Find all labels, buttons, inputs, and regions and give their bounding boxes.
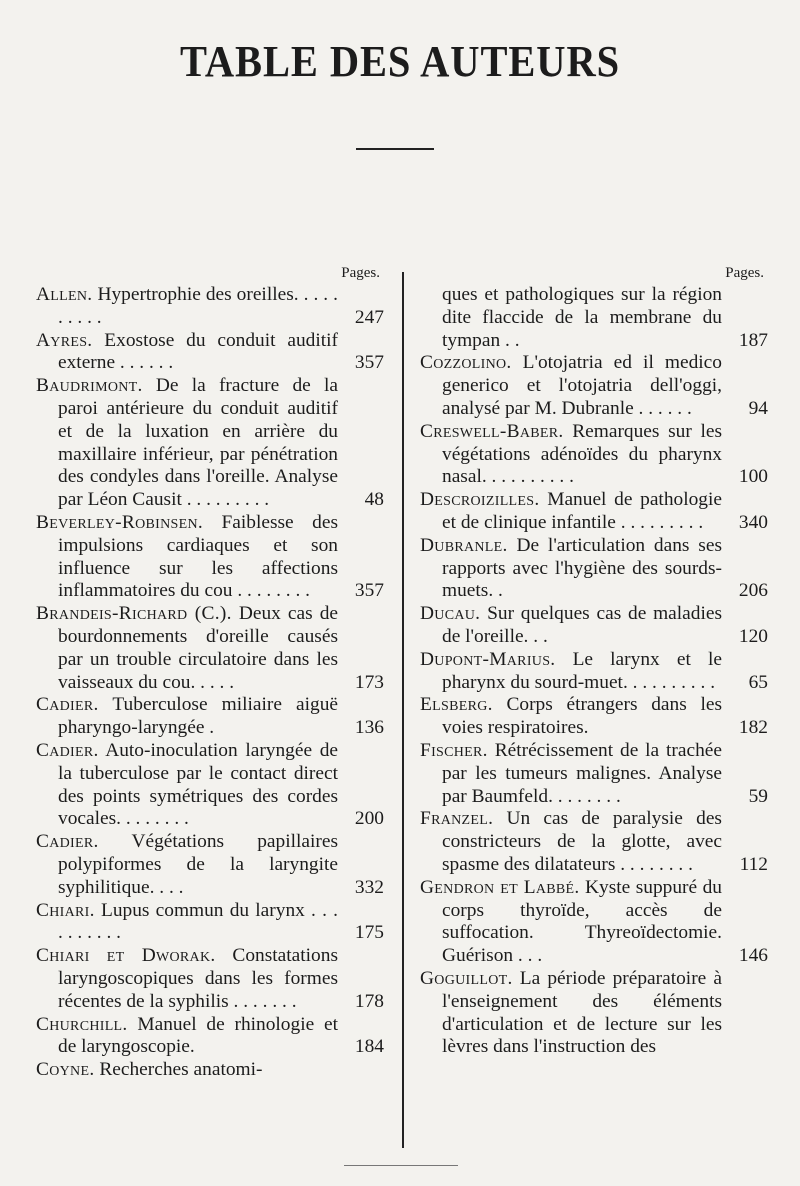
page-number: 100	[738, 466, 768, 488]
page-number: 146	[738, 945, 768, 967]
page-title: TABLE DES AUTEURS	[179, 37, 621, 86]
entry-text-block	[36, 900, 384, 946]
entry-title: Recherches anatomi-	[99, 1059, 263, 1081]
entry-text-block	[36, 694, 384, 740]
entry-title: Manuel de pathologie et de clinique infantile . . . . . . . . .	[442, 489, 722, 533]
entry-text-block	[36, 375, 384, 512]
page-number: 357	[354, 352, 384, 374]
page-number: 184	[354, 1036, 384, 1058]
author-name: Baudrimont.	[36, 375, 143, 397]
entry-title: Manuel de rhinologie et de laryngoscopie.	[58, 1013, 338, 1058]
author-name: Chiari et Dworak.	[36, 945, 216, 967]
entry-title: Faiblesse des impulsions cardiaques et son influence sur les affections inflammatoires du cou . . . . . . . .	[58, 511, 338, 602]
index-entry	[420, 421, 768, 489]
author-name: Cozzolino.	[420, 352, 512, 374]
author-name: Elsberg.	[420, 694, 493, 716]
index-entry	[36, 512, 384, 603]
index-entry	[420, 352, 768, 420]
entry-text-block	[420, 352, 768, 420]
pages-header-right: Pages.	[725, 265, 764, 281]
author-name: Dubranle.	[420, 534, 508, 556]
index-entry	[420, 649, 768, 695]
right-column	[420, 262, 768, 1059]
page-number: 94	[748, 397, 768, 419]
author-name: Fischer.	[420, 739, 488, 761]
entry-text-block	[36, 1014, 384, 1060]
entry-text-block	[420, 740, 768, 808]
author-name: Chiari.	[36, 899, 95, 921]
author-name: Churchill.	[36, 1013, 128, 1035]
entry-text-block	[420, 649, 768, 695]
entry-text-block	[36, 512, 384, 603]
page-number: 187	[738, 329, 768, 351]
index-entry	[36, 330, 384, 376]
author-name: Brandeis-Richard (C.).	[36, 603, 232, 625]
page-number: 200	[354, 808, 384, 830]
page-number: 120	[738, 625, 768, 647]
entry-title: Constatations laryngoscopiques dans les formes récentes de la syphilis . . . . . . .	[58, 945, 338, 1012]
bottom-rule	[344, 1165, 458, 1166]
page-number: 247	[354, 306, 384, 328]
page-number: 340	[738, 511, 768, 533]
entry-title: Le larynx et le pharynx du sourd-muet. . . . . . . . . .	[442, 648, 722, 693]
index-entry	[36, 1059, 384, 1082]
author-name: Beverley-Robinsen.	[36, 511, 204, 533]
index-entry	[36, 831, 384, 899]
entry-title: Corps étrangers dans les voies respiratoires.	[442, 694, 722, 739]
author-name: Cadier.	[36, 739, 99, 761]
index-entry	[36, 284, 384, 330]
page-number: 112	[739, 853, 768, 875]
entry-title: Tuberculose miliaire aiguë pharyngo-laryngée .	[58, 694, 338, 739]
page-number: 332	[354, 876, 384, 898]
author-name: Goguillot.	[420, 967, 513, 989]
entry-title: Sur quelques cas de maladies de l'oreille. . .	[442, 603, 722, 647]
entry-text-block	[36, 945, 384, 1013]
page-number: 48	[364, 489, 384, 511]
index-entry	[36, 375, 384, 512]
entry-title: Hypertrophie des oreilles. . . . . . . . . .	[58, 284, 338, 328]
entry-text-block	[420, 877, 768, 968]
entry-text-block	[420, 421, 768, 489]
page-number: 65	[748, 671, 768, 693]
page-number: 136	[354, 717, 384, 739]
author-name: Allen.	[36, 284, 93, 305]
index-entry	[420, 284, 768, 352]
entry-title: L'otojatria ed il medico generico et l'otojatria dell'oggi, analysé par M. Dubranle . . . . . .	[442, 352, 722, 419]
index-entry	[36, 694, 384, 740]
index-entry	[420, 877, 768, 968]
entry-text-block	[420, 694, 768, 740]
entry-title: Végétations papillaires polypiformes de la laryngite syphilitique. . . .	[58, 831, 339, 898]
entry-text-block	[36, 831, 384, 899]
entry-title: Un cas de paralysie des constricteurs de la glotte, avec spasme des dilatateurs . . . . . . . .	[442, 808, 722, 875]
page-number: 357	[354, 580, 384, 602]
author-name: Cadier.	[36, 831, 99, 853]
author-name: Creswell-Baber.	[420, 420, 564, 442]
index-entry	[420, 489, 768, 535]
author-name: Gendron et Labbé.	[420, 876, 580, 898]
entry-text-block	[36, 740, 384, 831]
entry-text-block	[420, 968, 768, 1059]
entry-title: De l'articulation dans ses rapports avec l'hygiène des sourds-muets. .	[442, 534, 722, 602]
title-rule	[356, 148, 434, 150]
entry-text-block	[420, 808, 768, 876]
index-entry	[420, 968, 768, 1059]
entry-text-block	[420, 603, 768, 649]
entry-title: Remarques sur les végétations adénoïdes du pharynx nasal. . . . . . . . . .	[442, 420, 722, 488]
entry-text-block	[36, 603, 384, 694]
page-number: 178	[354, 990, 384, 1012]
index-entry	[420, 535, 768, 603]
pages-header-left: Pages.	[341, 265, 380, 281]
author-name: Coyne.	[36, 1059, 95, 1081]
index-entry	[36, 900, 384, 946]
entry-text-block	[420, 489, 768, 535]
left-column	[36, 262, 384, 1082]
author-name: Cadier.	[36, 694, 99, 716]
entry-title: Rétrécissement de la trachée par les tumeurs malignes. Analyse par Baumfeld. . . . . . . .	[442, 739, 722, 807]
author-name: Franzel.	[420, 808, 494, 830]
entry-title: La période préparatoire à l'enseignement des éléments d'articulation et de lecture sur les lèvres dans l'instruction des	[442, 967, 722, 1058]
entry-text-block	[420, 284, 768, 352]
index-entry	[420, 740, 768, 808]
author-name: Ayres.	[36, 329, 93, 351]
entry-title: Deux cas de bourdonnements d'oreille causés par un trouble circulatoire dans les vaisseaux du cou. . . . .	[58, 603, 338, 693]
author-name: Descroizilles.	[420, 489, 540, 511]
index-entry	[36, 740, 384, 831]
author-name: Dupont-Marius.	[420, 648, 556, 670]
page-number: 175	[354, 922, 384, 944]
entry-title: ques et pathologiques sur la région dite flaccide de la membrane du tympan . .	[442, 284, 722, 351]
column-separator	[402, 272, 404, 1148]
index-entry	[36, 945, 384, 1013]
index-entry	[420, 808, 768, 876]
author-name: Ducau.	[420, 603, 481, 625]
entry-text-block	[420, 535, 768, 603]
entry-title: Kyste suppuré du corps thyroïde, accès de suffocation. Thyreoïdectomie. Guérison . . .	[442, 876, 722, 967]
entry-text-block	[36, 330, 384, 376]
entry-title: De la fracture de la paroi antérieure du conduit auditif et de la luxation en arrière du maxillaire inférieur, par pénétration des condyles dans l'oreille. Analyse par Léon Causit . . . . . . . . .	[58, 375, 338, 511]
entry-text-block	[36, 284, 384, 330]
entry-title: Lupus commun du larynx . . . . . . . . . .	[58, 899, 338, 944]
entry-title: Exostose du conduit auditif externe . . . . . .	[58, 329, 338, 374]
page-number: 182	[738, 717, 768, 739]
index-entry	[36, 1014, 384, 1060]
index-entry	[420, 694, 768, 740]
page-number: 59	[748, 785, 768, 807]
index-entry	[36, 603, 384, 694]
entry-text-block	[36, 1059, 384, 1082]
entry-title: Auto-inoculation laryngée de la tuberculose par le contact direct des points symétriques des cordes vocales. . . . . . . .	[58, 739, 338, 830]
page-number: 173	[354, 671, 384, 693]
index-entry	[420, 603, 768, 649]
page-number: 206	[738, 580, 768, 602]
